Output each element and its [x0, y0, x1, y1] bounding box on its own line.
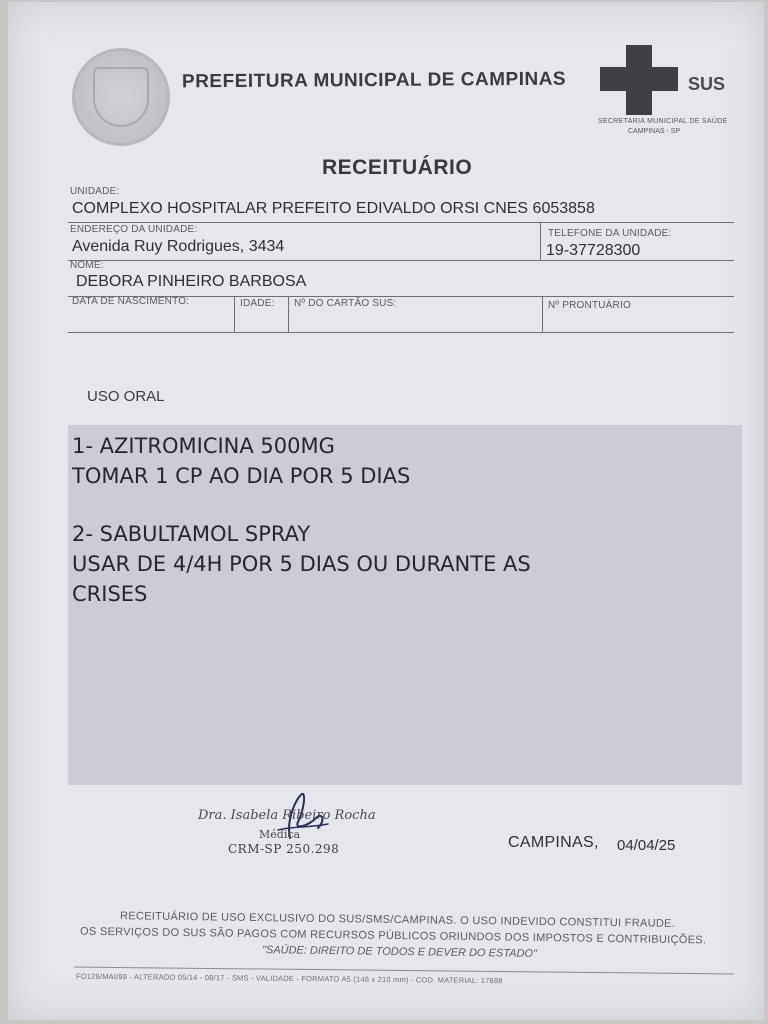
idade-label: IDADE: — [240, 298, 275, 309]
divider-vertical-idade — [234, 296, 235, 332]
unidade-label: UNIDADE: — [70, 186, 120, 197]
telefone-value: 19-37728300 — [546, 242, 641, 259]
form-code: FO129/MAI/99 - ALTERADO 05/14 - 08/17 - SMS - VALIDADE - FORMATO A5 (148 x 210 mm) - COD. MATERIAL: 17698 — [75, 971, 503, 986]
divider-patient — [68, 332, 734, 333]
sus-cross-icon — [600, 45, 678, 115]
secretaria-line1: SECRETARIA MUNICIPAL DE SAÚDE — [598, 118, 728, 125]
rx-item-2-instructions-cont: CRISES — [72, 582, 148, 606]
document-title: RECEITUÁRIO — [322, 156, 473, 179]
telefone-label: TELEFONE DA UNIDADE: — [548, 228, 672, 239]
city-seal-icon — [72, 48, 170, 146]
footer-slogan: "SAÚDE: DIREITO DE TODOS E DEVER DO ESTADO" — [261, 944, 537, 960]
rx-item-2-instructions: USAR DE 4/4H POR 5 DIAS OU DURANTE AS — [72, 552, 531, 576]
divider-endereco — [68, 260, 734, 261]
nome-label: NOME: — [70, 260, 104, 271]
endereco-label: ENDEREÇO DA UNIDADE: — [70, 224, 198, 235]
prescription-date: 04/04/25 — [617, 837, 676, 854]
rx-item-2-name: 2- SABULTAMOL SPRAY — [72, 522, 311, 546]
rx-item-1-instructions: TOMAR 1 CP AO DIA POR 5 DIAS — [72, 464, 411, 488]
nascimento-label: DATA DE NASCIMENTO: — [72, 296, 190, 307]
divider-vertical-cartao — [288, 296, 289, 332]
cartao-sus-label: Nº DO CARTÃO SUS: — [294, 298, 397, 309]
signature-stamp-name: Dra. Isabela Ribeiro Rocha — [198, 808, 376, 823]
footer-line1: RECEITUÁRIO DE USO EXCLUSIVO DO SUS/SMS/CAMPINAS. O USO INDEVIDO CONSTITUI FRAUDE. — [119, 910, 676, 930]
city-label: CAMPINAS, — [508, 834, 599, 851]
unidade-value: COMPLEXO HOSPITALAR PREFEITO EDIVALDO ORSI CNES 6053858 — [72, 200, 595, 217]
divider-vertical-telefone — [540, 223, 541, 260]
signature-stamp-role: Médica — [259, 828, 301, 841]
divider-unidade — [68, 222, 734, 223]
endereco-value: Avenida Ruy Rodrigues, 3434 — [72, 238, 285, 255]
footer-line2: OS SERVIÇOS DO SUS SÃO PAGOS COM RECURSOS PÚBLICOS ORIUNDOS DOS IMPOSTOS E CONTRIBUIÇÕES. — [79, 925, 707, 947]
prontuario-label: Nº PRONTUÁRIO — [548, 300, 631, 311]
municipality-title: PREFEITURA MUNICIPAL DE CAMPINAS — [181, 68, 567, 93]
rx-item-1-name: 1- AZITROMICINA 500MG — [72, 434, 335, 458]
divider-vertical-prontuario — [542, 296, 543, 332]
sus-label: SUS — [688, 74, 726, 94]
nome-value: DEBORA PINHEIRO BARBOSA — [76, 273, 307, 290]
secretaria-line2: CAMPINAS - SP — [628, 128, 681, 135]
signature-stamp-crm: CRM-SP 250.298 — [228, 842, 340, 856]
route-label: USO ORAL — [87, 388, 165, 405]
